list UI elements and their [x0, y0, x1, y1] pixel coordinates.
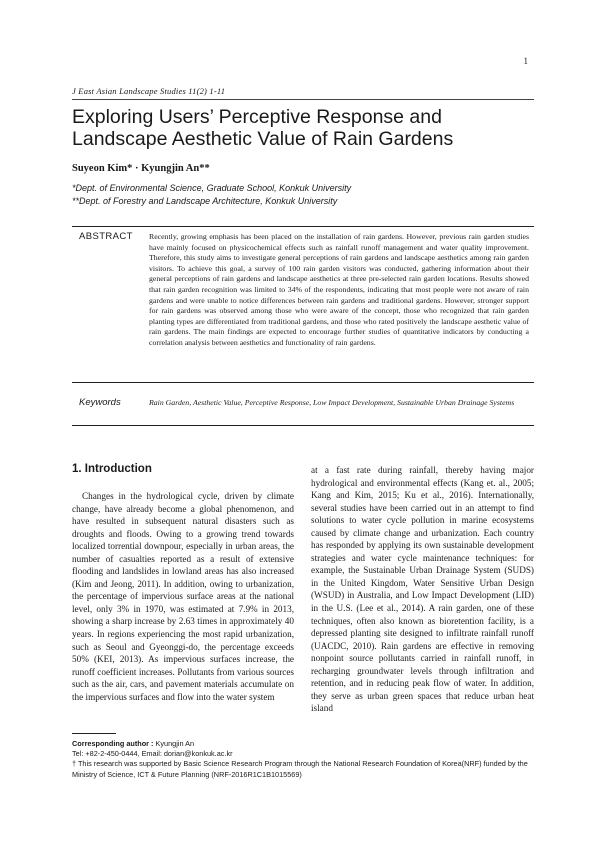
keywords-text: Rain Garden, Aesthetic Value, Perceptive Response, Low Impact Development, Sustainable Urban Drainage Systems — [149, 398, 515, 407]
abstract-text: Recently, growing emphasis has been placed on the installation of rain gardens. However, previous rain garden studies have mainly focused on physicochemical effects such as rainfall runoff management and water quality improvement. Therefore, this study aims to investigate general perceptions of rain gardens and landscape aesthetics among rain garden visitors. To achieve this goal, a survey of 100 rain garden visitors was conducted, gathering information about their general perceptions of rain gardens and landscape aesthetics at three pre-selected rain garden locations. Results showed that rain garden recognition was limited to 34% of the respondents, indicating that most people were not aware of rain gardens and were unable to notice differences between rain gardens and traditional gardens. However, stronger support for rain gardens was observed among those who were aware of the concept, those who recognized that rain garden planting types are differentiated from traditional gardens, and those who rated positively the landscape aesthetic value of rain gardens. The main findings are expected to encourage further studies of quantitative indicators by conducting a correlation analysis between aesthetics and functionality of rain gardens. — [149, 232, 529, 347]
footnotes — [72, 739, 542, 780]
abstract-top-rule — [72, 226, 534, 227]
section-heading: 1. Introduction — [72, 463, 152, 475]
contact-line: Tel: +82-2-450-0444, Email: dorian@konkuk.ac.kr — [72, 749, 233, 759]
journal-citation: J East Asian Landscape Studies 11(2) 1-11 — [72, 86, 226, 96]
footnote-rule — [72, 733, 116, 734]
affiliation-1: *Dept. of Environmental Science, Graduate School, Konkuk University — [72, 183, 352, 193]
corresponding-label: Corresponding author : — [72, 739, 154, 748]
keywords-label: Keywords — [79, 397, 121, 408]
page-number: 1 — [523, 56, 528, 66]
body-column-left: Changes in the hydrological cycle, driven by climate change, have already become a global phenomenon, and have resulted in subsequent natural disasters such as droughts and floods. Owing to a growing trend towards localized torrential downpour, especially in urban areas, the number of casualties reported as a result of extensive flooding and landslides in lowland areas has also increased (Kim and Jeong, 2011). In addition, owing to urbanization, the percentage of impervious surface areas at the national level, only 3% in 1970, was estimated at 7.9% in 2013, showing a sharp increase by 2.63 times in approximately 40 years. In regions experiencing the most rapid urbanization, such as Seoul and Gyeonggi-do, the percentage exceeds 50% (KEI, 2013). As impervious surfaces increase, the runoff coefficient increases. Pollutants from various sources such as the air, cars, and pavement materials accumulate on the impervious surfaces and flow into the water system — [72, 491, 294, 702]
body-column-right: at a fast rate during rainfall, thereby having major hydrological and environmental effects (Kang et. al., 2005; Kang and Kim, 2015; Ku et al., 2016). Internationally, several studies have been carried out in an attempt to find solutions to water cycle pollution in marine ecosystems caused by climate change and urbanization. Each country has responded by applying its own sustainable development strategies and water cycle maintenance techniques: for example, the Sustainable Urban Drainage System (SUDS) in the United Kingdom, Water Sensitive Urban Design (WSUD) in Australia, and Low Impact Development (LID) in the U.S. (Lee et al., 2014). A rain garden, one of these techniques, often also known as bioretention facility, is a depressed planting site designed to infiltrate rainfall runoff (UACDC, 2010). Rain gardens are effective in removing nonpoint source pollutants carried in rainfall runoff, in recharging groundwater levels through infiltration and retention, and in reducing peak flow of water. In addition, they serve as urban green spaces that reduce urban heat island — [311, 465, 534, 714]
title-divider — [72, 99, 534, 100]
paper-title: Exploring Users’ Perceptive Response and Landscape Aesthetic Value of Rain Gardens — [72, 106, 454, 150]
keywords-rule — [72, 425, 534, 426]
abstract-bottom-rule — [72, 382, 534, 383]
corresponding-name: Kyungjin An — [155, 739, 195, 748]
abstract-label: ABSTRACT — [79, 231, 133, 242]
corresponding-author-line — [72, 739, 542, 749]
affiliations — [72, 182, 351, 208]
authors: Suyeon Kim* · Kyungjin An** — [72, 163, 210, 174]
funding-note: † This research was supported by Basic Science Research Program through the National Research Foundation of Korea(NRF) funded by the Ministry of Science, ICT & Future Planning (NRF-2016R1C1B1015569) — [72, 759, 528, 779]
affiliation-2: **Dept. of Forestry and Landscape Architecture, Konkuk University — [72, 196, 338, 206]
